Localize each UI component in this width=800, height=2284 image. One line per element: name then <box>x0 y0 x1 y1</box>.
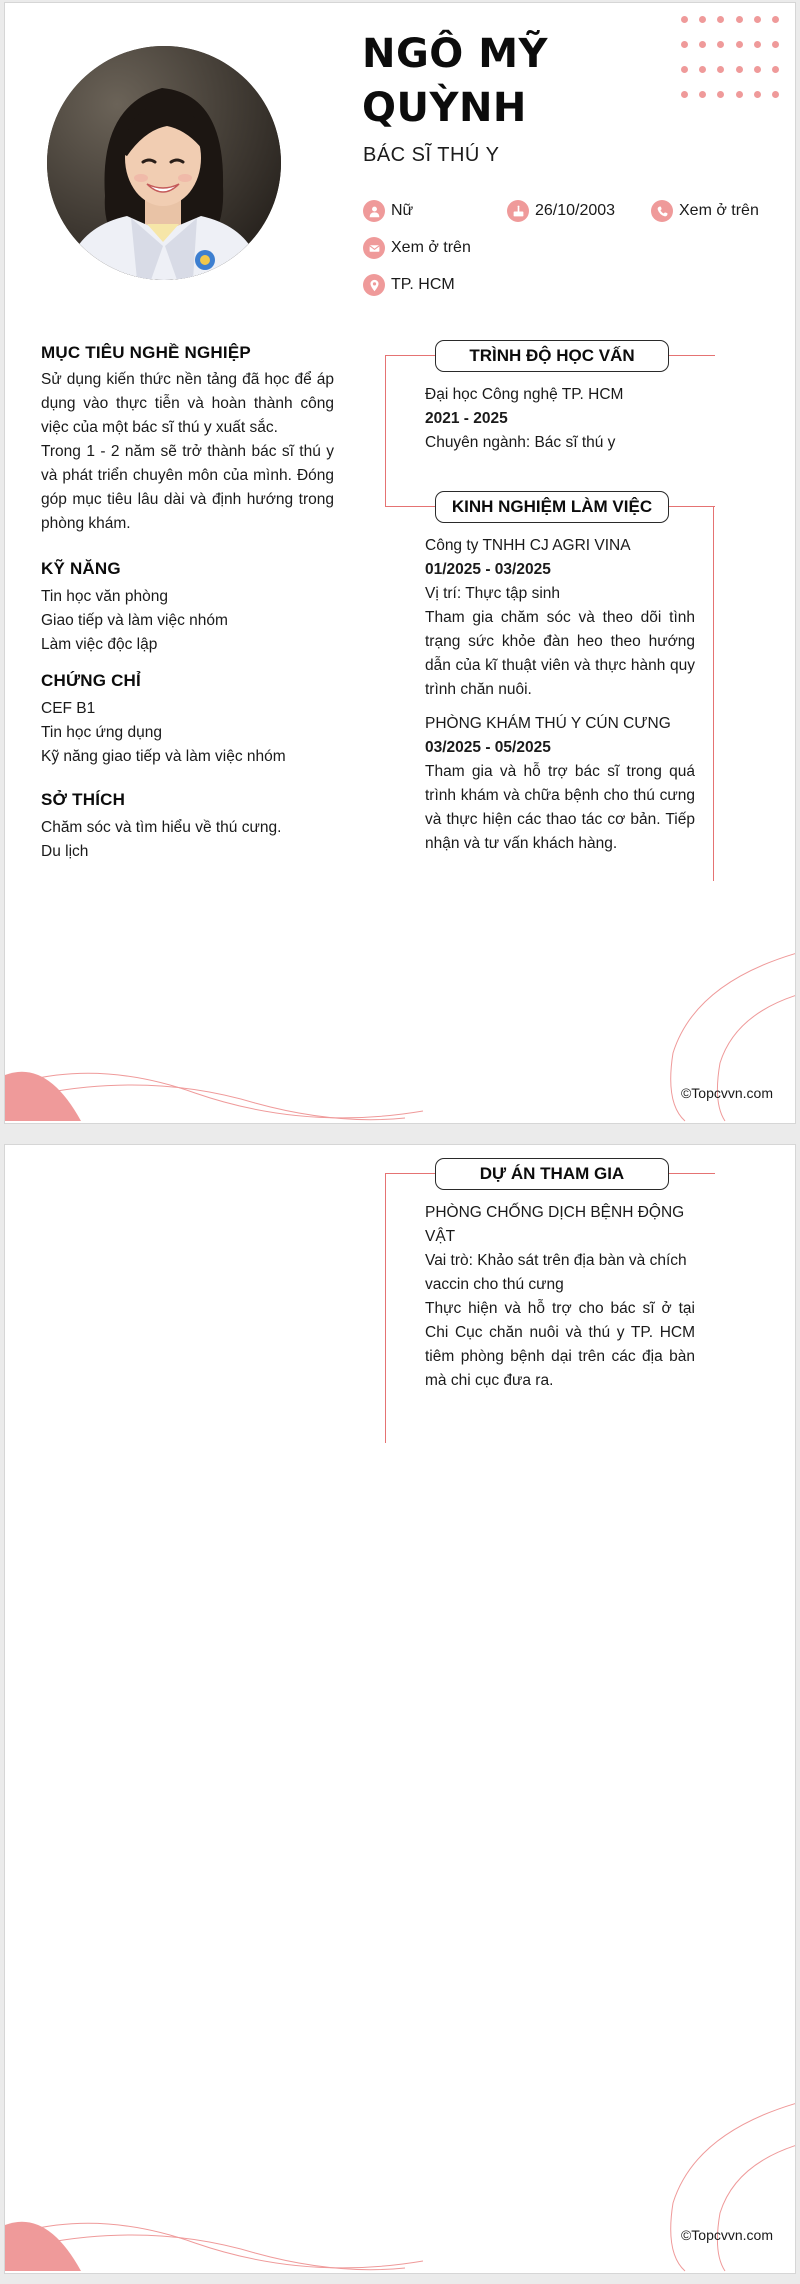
phone-icon <box>651 200 673 222</box>
decorative-waves <box>5 2093 796 2273</box>
phone-info <box>651 200 759 222</box>
job-description: Tham gia chăm sóc và theo dõi tình trạng sức khỏe đàn heo theo hướng dẫn của kĩ thuật viên và thực hành quy trình chăn nuôi. <box>425 609 695 698</box>
timeline-line <box>713 506 714 881</box>
timeline-line <box>385 1173 386 1443</box>
education-heading: TRÌNH ĐỘ HỌC VẤN <box>435 340 669 372</box>
project-name: PHÒNG CHỐNG DỊCH BỆNH ĐỘNG VẬT <box>425 1204 685 1245</box>
email-value: Xem ở trên <box>391 239 471 256</box>
user-icon <box>363 200 385 222</box>
cv-page-2 <box>4 1144 796 2274</box>
birthday-info <box>507 200 615 222</box>
project-role: Vai trò: Khảo sát trên địa bàn và chích vaccin cho thú cưng <box>425 1252 687 1293</box>
decorative-waves <box>5 943 796 1123</box>
email-info <box>363 237 471 259</box>
objective-heading: MỤC TIÊU NGHỀ NGHIỆP <box>41 343 251 362</box>
education-period: 2021 - 2025 <box>425 410 508 427</box>
address-value: TP. HCM <box>391 276 455 293</box>
cv-page-1 <box>4 2 796 1124</box>
company-name: PHÒNG KHÁM THÚ Y CÚN CƯNG <box>425 715 671 732</box>
job-description: Tham gia và hỗ trợ bác sĩ trong quá trình khám và chữa bệnh cho thú cưng và thực hiện các thao tác cơ bản. Tiếp nhận và tư vấn khách hàng. <box>425 763 695 852</box>
list-item: Tin học văn phòng <box>41 588 168 605</box>
location-pin-icon <box>363 274 385 296</box>
project-description: Thực hiện và hỗ trợ cho bác sĩ ở tại Chi Cục chăn nuôi và thú y TP. HCM tiêm phòng bệnh dại trên các địa bàn mà chi cục đưa ra. <box>425 1300 695 1389</box>
mail-icon <box>363 237 385 259</box>
list-item: CEF B1 <box>41 700 96 717</box>
education-content <box>425 383 695 455</box>
experience-heading: KINH NGHIỆM LÀM VIỆC <box>435 491 669 523</box>
phone-value: Xem ở trên <box>679 202 759 219</box>
timeline-line <box>667 506 715 507</box>
timeline-line <box>667 355 715 356</box>
gender-value: Nữ <box>391 202 414 219</box>
job-title: BÁC SĨ THÚ Y <box>363 144 500 166</box>
hobbies-list <box>41 816 334 864</box>
skills-list <box>41 585 334 657</box>
job-period: 01/2025 - 03/2025 <box>425 561 551 578</box>
candidate-name: NGÔ MỸ QUỲNH <box>362 31 549 131</box>
timeline-line <box>385 355 386 507</box>
education-major: Chuyên ngành: Bác sĩ thú y <box>425 434 616 451</box>
timeline-line <box>385 355 437 356</box>
profile-photo <box>47 46 281 280</box>
projects-content <box>425 1201 695 1393</box>
timeline-line <box>385 1173 437 1174</box>
gender-info <box>363 200 413 222</box>
footer-brand: ©Topcvvn.com <box>680 1085 773 1101</box>
projects-heading: DỰ ÁN THAM GIA <box>435 1158 669 1190</box>
company-name: Công ty TNHH CJ AGRI VINA <box>425 537 631 554</box>
timeline-line <box>667 1173 715 1174</box>
objective-line: Sử dụng kiến thức nền tảng đã học để áp dụng vào thực tiễn và hoàn thành công việc của một bác sĩ thú y xuất sắc. <box>41 371 334 436</box>
objective-text <box>41 368 334 536</box>
footer-brand: ©Topcvvn.com <box>680 2227 773 2243</box>
birthday-value: 26/10/2003 <box>535 202 616 219</box>
cake-icon <box>507 200 529 222</box>
list-item: Làm việc độc lập <box>41 636 158 653</box>
list-item: Tin học ứng dụng <box>41 724 162 741</box>
hobbies-heading: SỞ THÍCH <box>41 790 126 809</box>
experience-content <box>425 534 695 856</box>
objective-line: Trong 1 - 2 năm sẽ trở thành bác sĩ thú y và phát triển chuyên môn của mình. Đóng góp mục tiêu lâu dài và định hướng trong phòng khám. <box>41 443 334 532</box>
certificates-list <box>41 697 334 769</box>
certificates-heading: CHỨNG CHỈ <box>41 671 141 690</box>
skills-heading: KỸ NĂNG <box>41 559 121 578</box>
list-item: Kỹ năng giao tiếp và làm việc nhóm <box>41 748 286 765</box>
timeline-line <box>385 506 437 507</box>
address-info <box>363 274 455 296</box>
school-name: Đại học Công nghệ TP. HCM <box>425 386 624 403</box>
list-item: Giao tiếp và làm việc nhóm <box>41 612 228 629</box>
job-period: 03/2025 - 05/2025 <box>425 739 551 756</box>
list-item: Chăm sóc và tìm hiểu về thú cưng. <box>41 819 282 836</box>
job-position: Vị trí: Thực tập sinh <box>425 585 561 602</box>
list-item: Du lịch <box>41 843 89 860</box>
